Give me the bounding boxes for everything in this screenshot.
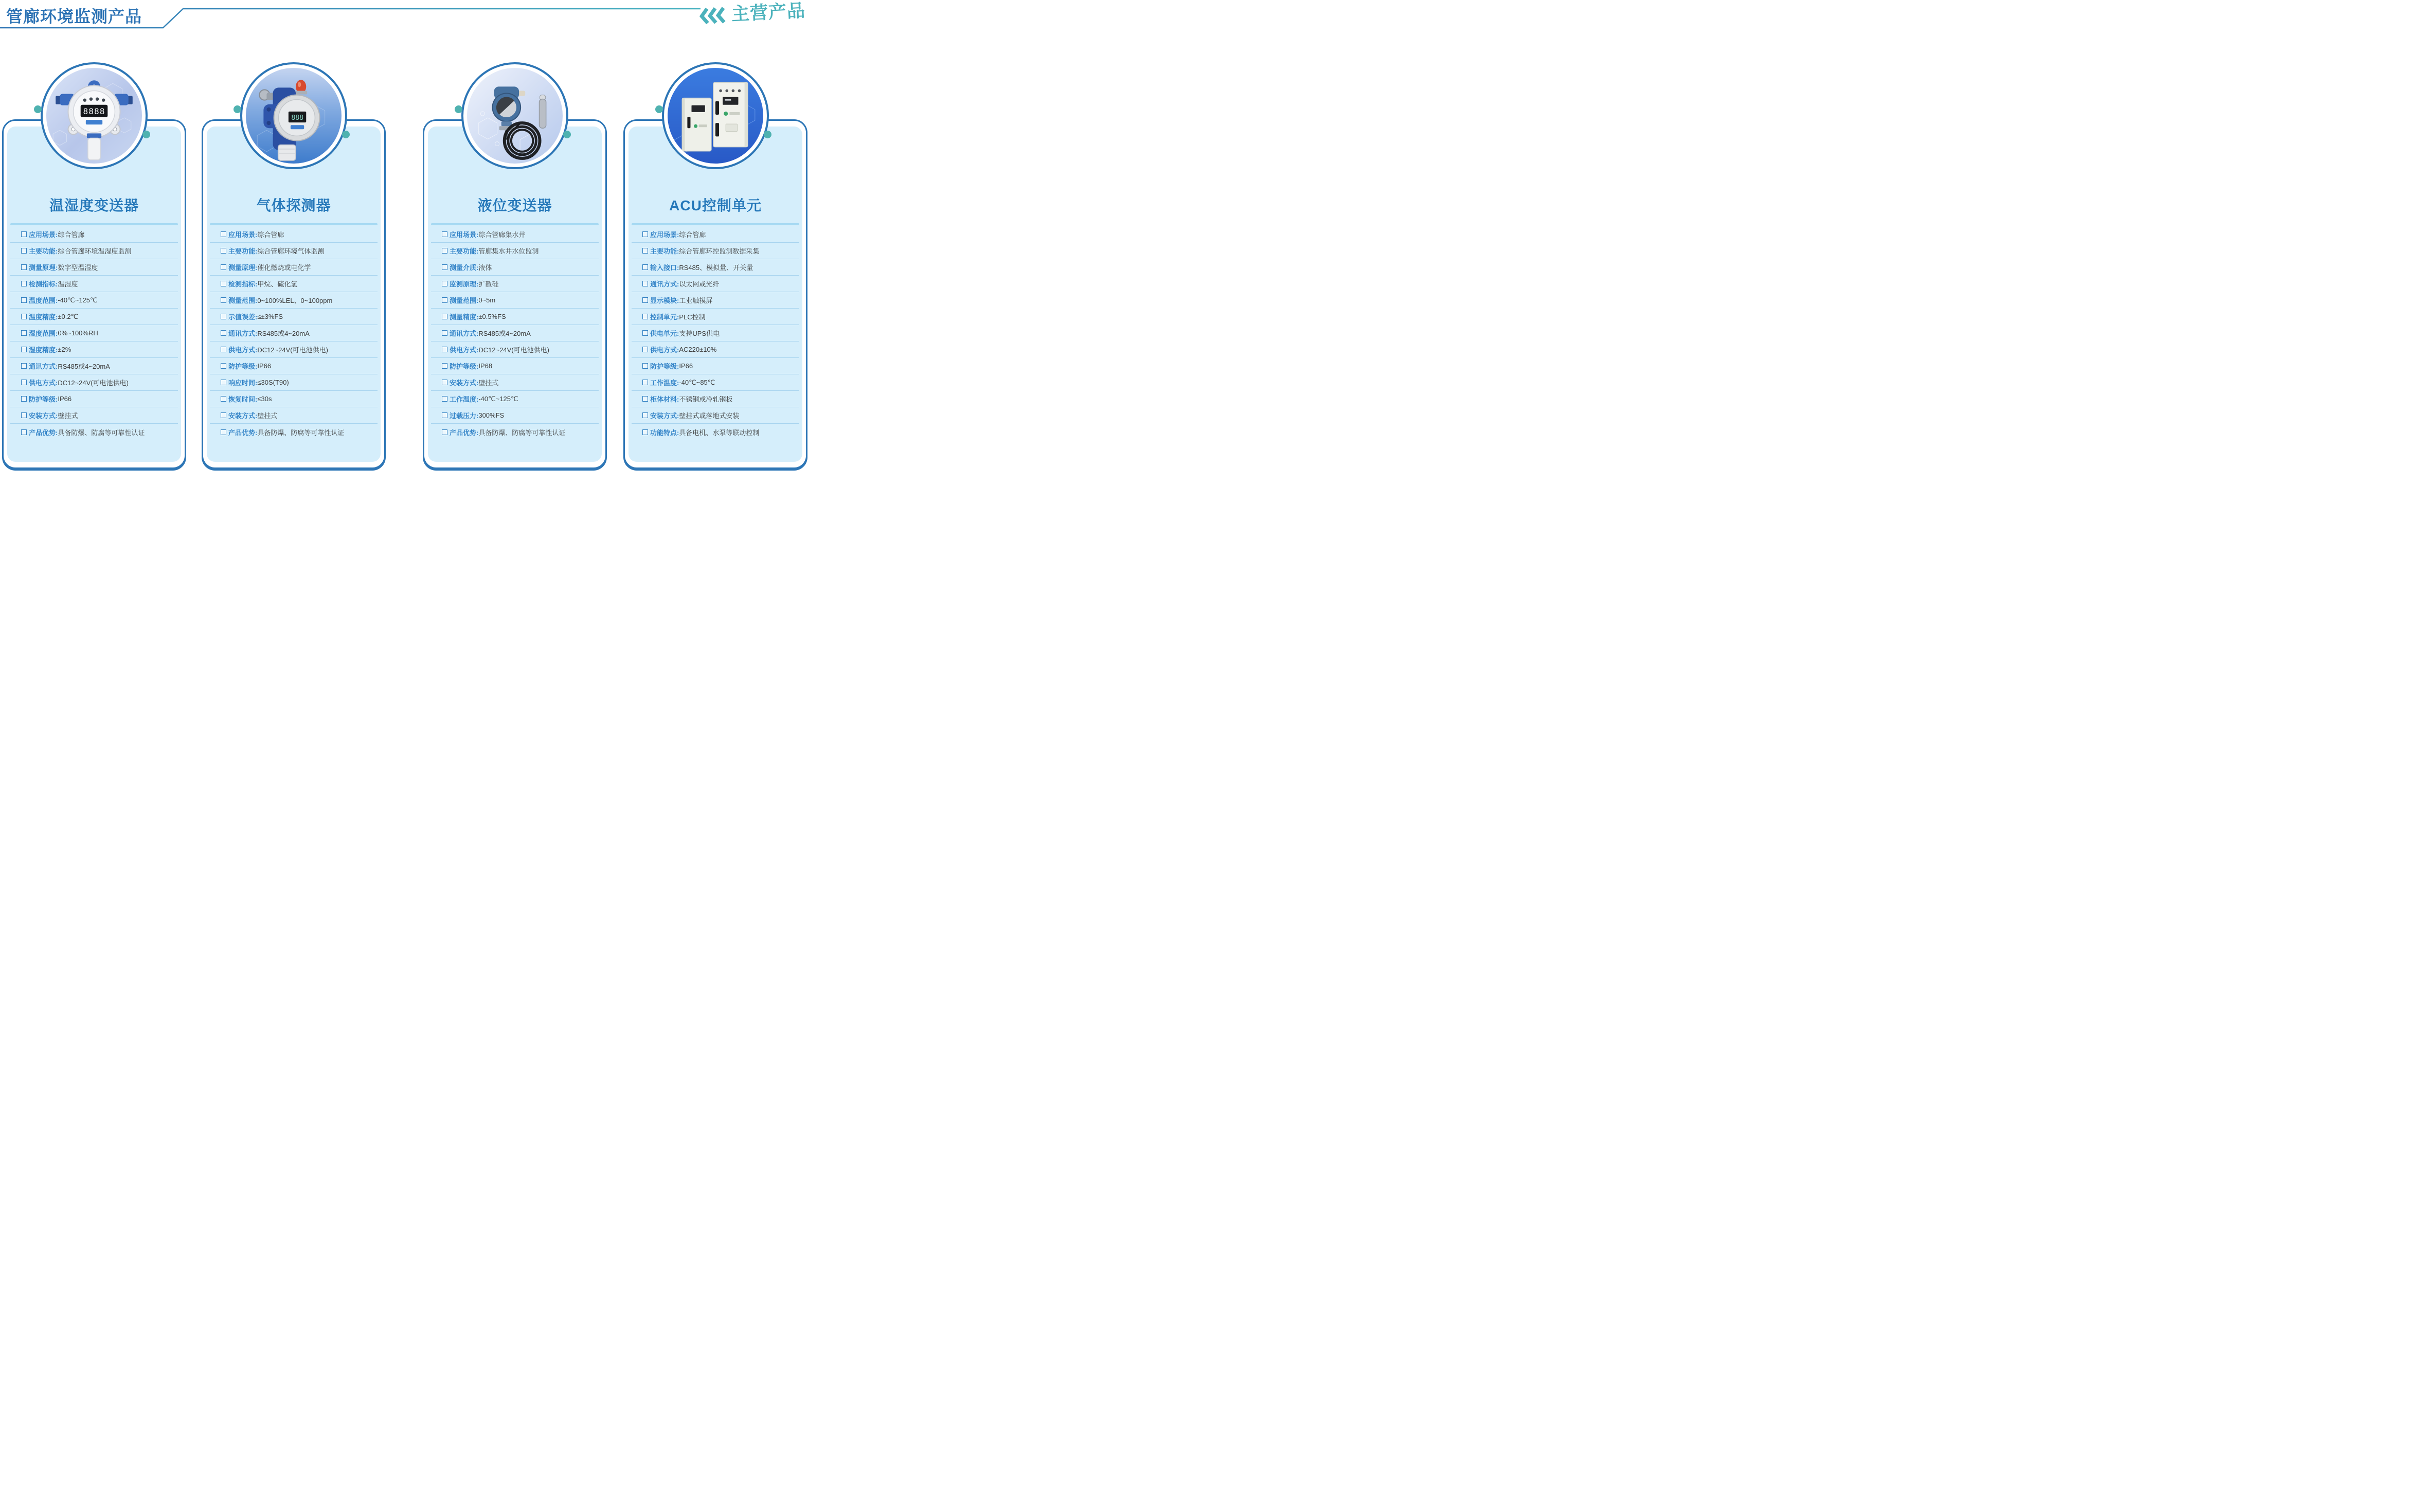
square-bullet-icon	[442, 248, 447, 254]
spec-label: 安装方式:	[450, 379, 479, 387]
spec-value: 0~5m	[478, 296, 496, 304]
product-image-temperature-humidity-transmitter	[46, 68, 142, 164]
card-panel	[629, 127, 802, 462]
spec-row	[10, 292, 178, 309]
square-bullet-icon	[221, 297, 226, 303]
spec-value: 不锈钢或冷轧钢板	[679, 395, 733, 403]
spec-value: 管廊集水井水位监测	[478, 247, 539, 255]
square-bullet-icon	[642, 429, 648, 435]
square-bullet-icon	[21, 281, 27, 286]
spec-label: 通讯方式:	[450, 330, 479, 337]
product-image-circle	[41, 62, 148, 169]
spec-row	[10, 226, 178, 243]
spec-value: 综合管廊环境气体监测	[257, 247, 325, 255]
square-bullet-icon	[221, 347, 226, 352]
title-divider-bar	[10, 223, 178, 225]
square-bullet-icon	[221, 281, 226, 286]
spec-row	[431, 243, 599, 259]
spec-label: 通讯方式:	[29, 363, 58, 370]
spec-label: 主要功能:	[650, 247, 679, 255]
spec-value: 0%~100%RH	[58, 329, 98, 337]
spec-row	[632, 424, 799, 440]
spec-value: 具备电机、水泵等联动控制	[679, 428, 760, 437]
spec-label: 防护等级:	[29, 395, 58, 403]
square-bullet-icon	[642, 380, 648, 385]
spec-value: 液体	[478, 264, 492, 272]
spec-label: 应用场景:	[650, 231, 679, 239]
spec-row	[431, 374, 599, 391]
spec-label: 安装方式:	[29, 412, 58, 420]
square-bullet-icon	[442, 347, 447, 352]
spec-row	[210, 358, 378, 374]
square-bullet-icon	[21, 297, 27, 303]
title-divider-bar	[431, 223, 599, 225]
acu-control-unit-photo	[668, 68, 763, 164]
spec-list	[207, 223, 381, 440]
spec-row	[632, 259, 799, 276]
triple-left-chevron-icon	[699, 6, 728, 26]
spec-row	[632, 374, 799, 391]
spec-row	[10, 243, 178, 259]
spec-value: 支持UPS供电	[679, 330, 720, 337]
spec-list	[7, 223, 181, 440]
svg-text:8888: 8888	[83, 106, 105, 116]
spec-value: 以太网或光纤	[679, 280, 720, 288]
spec-value: RS485或4~20mA	[478, 330, 531, 337]
spec-label: 供电方式:	[650, 346, 679, 354]
spec-value: 综合管廊	[679, 231, 706, 239]
product-image-circle	[461, 62, 568, 169]
teal-dot-right-icon	[342, 131, 350, 138]
spec-value: ≤30s	[257, 395, 272, 403]
spec-label: 测量介质:	[450, 264, 479, 272]
spec-label: 工作温度:	[650, 379, 679, 387]
spec-value: AC220±10%	[679, 346, 717, 353]
spec-value: ±2%	[58, 346, 71, 353]
spec-label: 主要功能:	[228, 247, 258, 255]
spec-value: 壁挂式	[257, 412, 278, 420]
square-bullet-icon	[221, 429, 226, 435]
spec-value: 0~100%LEL、0~100ppm	[257, 297, 333, 304]
spec-row	[431, 341, 599, 358]
square-bullet-icon	[642, 281, 648, 286]
square-bullet-icon	[21, 412, 27, 418]
temperature-humidity-transmitter-photo	[46, 68, 142, 164]
square-bullet-icon	[21, 429, 27, 435]
spec-label: 主要功能:	[29, 247, 58, 255]
level-transmitter-photo	[467, 68, 563, 164]
spec-row	[10, 424, 178, 440]
product-title: 液位变送器	[477, 197, 552, 213]
spec-value: 综合管廊环境温湿度监测	[58, 247, 132, 255]
product-card	[423, 119, 607, 469]
square-bullet-icon	[21, 380, 27, 385]
spec-label: 湿度范围:	[29, 330, 58, 337]
square-bullet-icon	[642, 347, 648, 352]
spec-row	[431, 325, 599, 341]
spec-value: 甲烷、硫化氢	[257, 280, 298, 288]
spec-label: 通讯方式:	[228, 330, 258, 337]
square-bullet-icon	[442, 281, 447, 286]
square-bullet-icon	[21, 363, 27, 369]
square-bullet-icon	[442, 231, 447, 237]
square-bullet-icon	[642, 231, 648, 237]
spec-label: 产品优势:	[450, 428, 479, 437]
spec-row	[210, 325, 378, 341]
spec-row	[10, 309, 178, 325]
square-bullet-icon	[21, 396, 27, 402]
square-bullet-icon	[442, 297, 447, 303]
square-bullet-icon	[21, 264, 27, 270]
spec-label: 测量范围:	[228, 297, 258, 304]
spec-row	[210, 243, 378, 259]
spec-row	[632, 309, 799, 325]
product-image-level-transmitter	[467, 68, 563, 164]
square-bullet-icon	[221, 396, 226, 402]
spec-label: 应用场景:	[29, 231, 58, 239]
spec-row	[10, 276, 178, 292]
spec-value: -40℃~85℃	[679, 378, 715, 386]
spec-label: 恢复时间:	[228, 395, 258, 403]
spec-value: DC12~24V(可电池供电)	[257, 346, 328, 354]
spec-label: 功能特点:	[650, 428, 679, 437]
spec-row	[210, 424, 378, 440]
square-bullet-icon	[442, 330, 447, 336]
square-bullet-icon	[221, 363, 226, 369]
spec-label: 主要功能:	[450, 247, 479, 255]
square-bullet-icon	[442, 396, 447, 402]
spec-label: 测量范围:	[450, 297, 479, 304]
spec-label: 安装方式:	[228, 412, 258, 420]
square-bullet-icon	[642, 314, 648, 319]
spec-label: 通讯方式:	[650, 280, 679, 288]
spec-row	[210, 276, 378, 292]
teal-dot-left-icon	[655, 105, 663, 113]
square-bullet-icon	[21, 330, 27, 336]
spec-value: 具备防爆、防腐等可靠性认证	[478, 428, 566, 437]
spec-row	[632, 325, 799, 341]
product-card	[623, 119, 807, 469]
spec-row	[632, 341, 799, 358]
spec-value: 300%FS	[478, 411, 505, 419]
product-card	[2, 106, 186, 469]
spec-row	[210, 374, 378, 391]
spec-label: 应用场景:	[450, 231, 479, 239]
spec-value: 工业触摸屏	[679, 297, 713, 304]
square-bullet-icon	[21, 347, 27, 352]
spec-value: IP66	[257, 362, 272, 370]
spec-row	[210, 407, 378, 424]
spec-row	[431, 358, 599, 374]
card-panel	[207, 127, 381, 462]
spec-value: RS485或4~20mA	[257, 330, 310, 337]
title-divider-bar	[632, 223, 799, 225]
spec-label: 工作温度:	[450, 395, 479, 403]
spec-value: 综合管廊集水井	[478, 231, 526, 239]
spec-value: 数字型温湿度	[58, 264, 98, 272]
spec-label: 测量原理:	[228, 264, 258, 272]
product-image-circle	[240, 62, 347, 169]
spec-row	[632, 292, 799, 309]
spec-row	[10, 407, 178, 424]
spec-label: 响应时间:	[228, 379, 258, 387]
product-image-acu-control-unit	[668, 68, 763, 164]
product-title: ACU控制单元	[669, 197, 762, 213]
teal-dot-left-icon	[234, 105, 241, 113]
square-bullet-icon	[221, 412, 226, 418]
square-bullet-icon	[442, 412, 447, 418]
spec-label: 产品优势:	[29, 428, 58, 437]
spec-label: 湿度精度:	[29, 346, 58, 354]
spec-value: 壁挂式或落地式安装	[679, 412, 740, 420]
spec-label: 防护等级:	[228, 363, 258, 370]
spec-value: 综合管廊环控监测数据采集	[679, 247, 760, 255]
spec-row	[10, 259, 178, 276]
spec-label: 检测指标:	[228, 280, 258, 288]
square-bullet-icon	[642, 330, 648, 336]
spec-row	[632, 407, 799, 424]
svg-text:888: 888	[291, 114, 303, 122]
spec-value: 具备防爆、防腐等可靠性认证	[257, 428, 345, 437]
square-bullet-icon	[642, 248, 648, 254]
square-bullet-icon	[221, 330, 226, 336]
spec-value: 扩散硅	[478, 280, 499, 288]
spec-value: 具备防爆、防腐等可靠性认证	[58, 428, 145, 437]
spec-row	[10, 374, 178, 391]
spec-value: ≤±3%FS	[257, 313, 283, 320]
square-bullet-icon	[642, 264, 648, 270]
spec-row	[431, 424, 599, 440]
spec-label: 测量原理:	[29, 264, 58, 272]
teal-dot-left-icon	[34, 105, 42, 113]
spec-label: 输入接口:	[650, 264, 679, 272]
spec-label: 监测原理:	[450, 280, 479, 288]
card-panel	[7, 127, 181, 462]
spec-list	[428, 223, 602, 440]
square-bullet-icon	[21, 248, 27, 254]
spec-row	[210, 391, 378, 407]
card-panel	[428, 127, 602, 462]
spec-label: 控制单元:	[650, 313, 679, 321]
spec-value: 温湿度	[58, 280, 78, 288]
spec-value: DC12~24V(可电池供电)	[58, 379, 129, 387]
spec-label: 防护等级:	[650, 363, 679, 370]
teal-dot-right-icon	[764, 131, 771, 138]
spec-value: 催化燃烧或电化学	[257, 264, 311, 272]
spec-value: -40℃~125℃	[58, 296, 98, 304]
square-bullet-icon	[642, 412, 648, 418]
spec-row	[431, 226, 599, 243]
spec-label: 测量精度:	[450, 313, 479, 321]
square-bullet-icon	[221, 380, 226, 385]
spec-value: 壁挂式	[478, 379, 499, 387]
spec-row	[632, 358, 799, 374]
spec-label: 产品优势:	[228, 428, 258, 437]
spec-value: IP66	[58, 395, 72, 403]
spec-label: 温度精度:	[29, 313, 58, 321]
spec-row	[10, 358, 178, 374]
spec-row	[10, 341, 178, 358]
spec-label: 柜体材料:	[650, 395, 679, 403]
square-bullet-icon	[442, 314, 447, 319]
square-bullet-icon	[642, 396, 648, 402]
gas-detector-photo	[246, 68, 342, 164]
spec-row	[632, 391, 799, 407]
spec-value: RS485、模拟量、开关量	[679, 264, 753, 272]
spec-value: 综合管廊	[257, 231, 284, 239]
spec-label: 检测指标:	[29, 280, 58, 288]
spec-row	[431, 292, 599, 309]
square-bullet-icon	[642, 297, 648, 303]
spec-row	[431, 391, 599, 407]
square-bullet-icon	[442, 429, 447, 435]
spec-value: ±0.2℃	[58, 312, 79, 320]
square-bullet-icon	[221, 264, 226, 270]
square-bullet-icon	[21, 231, 27, 237]
spec-row	[10, 391, 178, 407]
spec-label: 供电方式:	[228, 346, 258, 354]
teal-dot-right-icon	[142, 131, 150, 138]
spec-list	[629, 223, 802, 440]
spec-value: PLC控制	[679, 313, 706, 321]
square-bullet-icon	[21, 314, 27, 319]
spec-row	[210, 226, 378, 243]
square-bullet-icon	[221, 248, 226, 254]
spec-value: DC12~24V(可电池供电)	[478, 346, 549, 354]
square-bullet-icon	[442, 363, 447, 369]
spec-row	[632, 243, 799, 259]
spec-value: IP68	[478, 362, 493, 370]
square-bullet-icon	[442, 380, 447, 385]
square-bullet-icon	[221, 314, 226, 319]
spec-row	[632, 226, 799, 243]
spec-value: ±0.5%FS	[478, 313, 506, 320]
product-card	[202, 114, 386, 469]
spec-label: 过载压力:	[450, 412, 479, 420]
spec-row	[210, 292, 378, 309]
corner-label-group	[699, 1, 806, 26]
product-title: 温湿度变送器	[49, 197, 139, 213]
spec-row	[632, 276, 799, 292]
spec-label: 供电单元:	[650, 330, 679, 337]
spec-row	[431, 276, 599, 292]
product-title: 气体探测器	[256, 197, 331, 213]
spec-row	[10, 325, 178, 341]
spec-value: IP66	[679, 362, 693, 370]
spec-label: 应用场景:	[228, 231, 258, 239]
square-bullet-icon	[221, 231, 226, 237]
page-title: 管廊环境监测产品	[6, 7, 142, 26]
spec-label: 供电方式:	[450, 346, 479, 354]
spec-row	[431, 259, 599, 276]
spec-row	[210, 341, 378, 358]
teal-dot-left-icon	[455, 105, 462, 113]
spec-label: 防护等级:	[450, 363, 479, 370]
spec-value: ≤30S(T90)	[257, 379, 289, 386]
corner-label: 主营产品	[731, 1, 806, 25]
spec-row	[210, 259, 378, 276]
spec-row	[431, 309, 599, 325]
spec-label: 安装方式:	[650, 412, 679, 420]
teal-dot-right-icon	[563, 131, 571, 138]
spec-row	[431, 407, 599, 424]
product-image-gas-detector	[246, 68, 342, 164]
product-image-circle	[662, 62, 769, 169]
square-bullet-icon	[642, 363, 648, 369]
spec-row	[210, 309, 378, 325]
spec-label: 显示模块:	[650, 297, 679, 304]
spec-label: 供电方式:	[29, 379, 58, 387]
title-divider-bar	[210, 223, 378, 225]
spec-label: 示值误差:	[228, 313, 258, 321]
square-bullet-icon	[442, 264, 447, 270]
spec-value: -40℃~125℃	[478, 394, 518, 403]
spec-value: 综合管廊	[58, 231, 85, 239]
spec-value: 壁挂式	[58, 412, 78, 420]
spec-value: RS485或4~20mA	[58, 363, 110, 370]
spec-label: 温度范围:	[29, 297, 58, 304]
